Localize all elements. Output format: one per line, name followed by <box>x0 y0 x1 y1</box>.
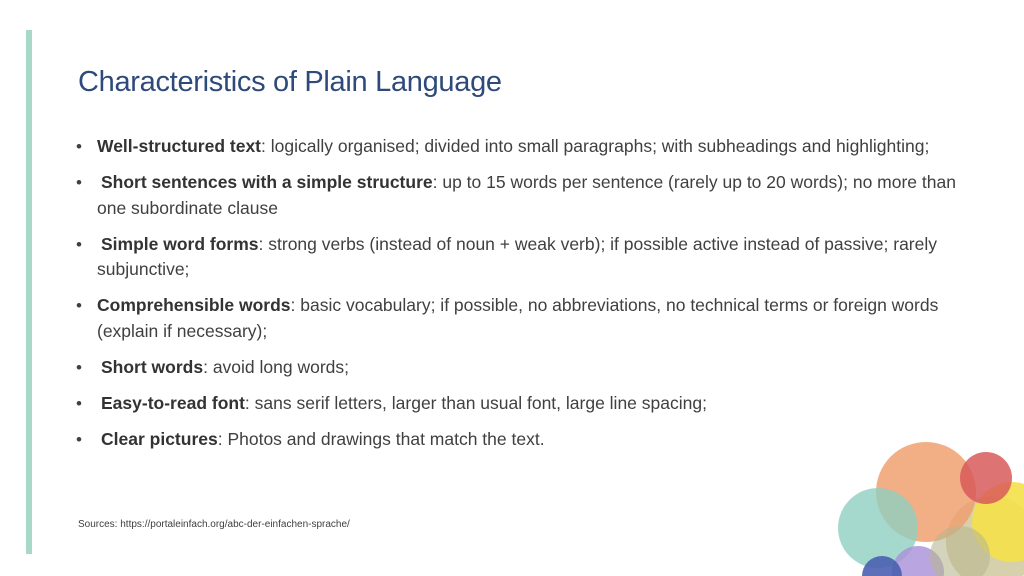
bullet-item <box>76 293 966 344</box>
bullet-icon: • <box>76 137 82 156</box>
slide-title: Characteristics of Plain Language <box>78 66 502 98</box>
bubble-red <box>960 452 1012 504</box>
bullet-text: : strong verbs (instead of noun + weak verb); if possible active instead of passive; rarely subjunctive; <box>97 233 937 279</box>
bullet-item <box>76 134 966 160</box>
bullet-icon: • <box>76 234 82 254</box>
bullet-item <box>76 355 966 381</box>
decorative-bubbles-graphic <box>820 430 1024 576</box>
bullet-term: Short words <box>101 356 204 377</box>
bullet-list <box>76 134 966 463</box>
bullet-text: : avoid long words; <box>203 356 350 377</box>
bullet-text: : basic vocabulary; if possible, no abbreviations, no technical terms or foreign words (explain if necessary); <box>97 295 939 341</box>
accent-bar <box>26 30 32 554</box>
bullet-text: : Photos and drawings that match the text. <box>217 428 545 449</box>
bullet-term: Short sentences with a simple structure <box>101 172 433 192</box>
bullet-icon: • <box>76 357 82 377</box>
bullet-term: Well-structured text <box>97 136 262 156</box>
bullet-icon: • <box>76 429 82 449</box>
bullet-term: Easy-to-read font <box>101 392 245 413</box>
bullet-text: : up to 15 words per sentence (rarely up to 20 words); no more than one subordinate clause <box>97 172 956 218</box>
bullet-item <box>76 391 966 417</box>
sources-footnote: Sources: https://portaleinfach.org/abc-der-einfachen-sprache/ <box>78 519 350 530</box>
bullet-term: Clear pictures <box>101 428 218 449</box>
bullet-item <box>76 232 966 283</box>
bullet-icon: • <box>76 296 82 315</box>
bullet-item <box>76 170 966 221</box>
bullet-text: : logically organised; divided into small paragraphs; with subheadings and highlighting; <box>261 136 930 156</box>
bullet-term: Simple word forms <box>101 233 259 254</box>
bullet-text: : sans serif letters, larger than usual font, large line spacing; <box>244 392 707 413</box>
bullet-icon: • <box>76 173 82 192</box>
bullet-icon: • <box>76 393 82 413</box>
bullet-term: Comprehensible words <box>97 295 291 315</box>
